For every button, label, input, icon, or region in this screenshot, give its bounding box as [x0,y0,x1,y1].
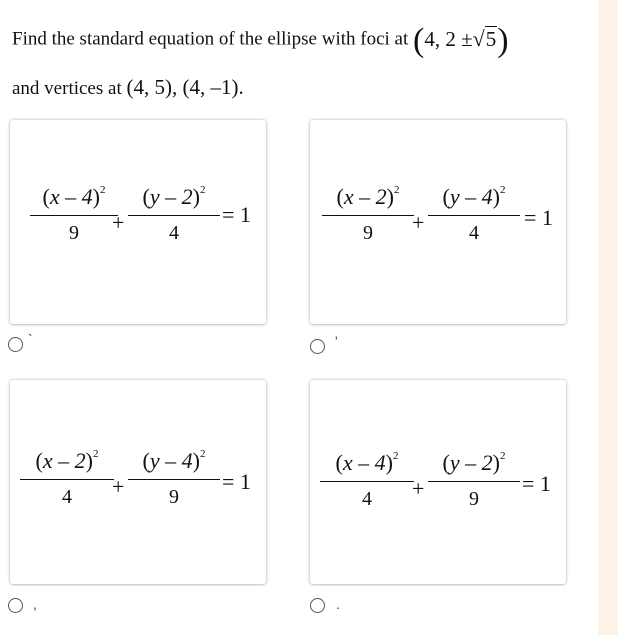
radio-mark-a: ` [28,331,33,347]
radio-option-c[interactable] [8,598,23,613]
side-strip [598,0,618,635]
plus-sign: + [112,210,125,235]
radio-mark-b: ' [335,333,338,349]
equals-one: = 1 [524,205,553,230]
radio-mark-c: , [33,596,37,612]
plus-sign: + [112,474,125,499]
vertices-expression: (4, 5), (4, –1). [126,75,244,99]
option-equation-b: (x – 2)$^2$ 9 + (y – 4)$^2$ 4 = 1 [310,120,566,324]
question-line-2 [12,72,244,104]
equals-one: = 1 [222,202,251,227]
sqrt-symbol: √5 [472,26,497,51]
option-equation-a: (x – 4)$^2$ 9 + (y – 2)$^2$ 4 = 1 [10,120,266,324]
equals-one: = 1 [522,471,551,496]
plus-sign: + [412,210,425,235]
vertices-prompt: and vertices at [12,78,122,99]
option-equation-d: (x – 4)$^2$ 4 + (y – 2)$^2$ 9 = 1 [310,380,566,584]
radio-option-a[interactable] [8,337,23,352]
numerator-term-1: x – 2 [42,448,86,473]
foci-prefix: 4, 2 ± [424,27,473,51]
numerator-term-2: y – 2 [449,450,493,475]
denominator-term-1: 4 [62,486,72,508]
radio-option-b[interactable] [310,339,325,354]
foci-radicand: 5 [485,27,497,51]
denominator-term-2: 9 [169,486,179,508]
denominator-term-2: 4 [169,222,179,244]
denominator-term-2: 9 [469,488,479,510]
denominator-term-1: 4 [362,488,372,510]
option-card-d[interactable] [310,380,566,584]
option-card-a[interactable] [10,120,266,324]
numerator-term-2: y – 4 [149,448,193,473]
denominator-term-1: 9 [69,222,79,244]
question-line-1 [12,22,509,60]
equals-one: = 1 [222,469,251,494]
option-card-b[interactable] [310,120,566,324]
denominator-term-1: 9 [363,222,373,244]
numerator-term-2: y – 2 [149,184,193,209]
numerator-term-1: x – 4 [342,450,386,475]
denominator-term-2: 4 [469,222,479,244]
numerator-term-2: y – 4 [449,184,493,209]
radio-mark-d: . [336,596,340,612]
numerator-term-1: x – 4 [49,184,93,209]
option-card-c[interactable] [10,380,266,584]
plus-sign: + [412,476,425,501]
question-prompt: Find the standard equation of the ellipse with foci at [12,28,409,50]
radio-option-d[interactable] [310,598,325,613]
numerator-term-1: x – 2 [343,184,387,209]
foci-expression: (4, 2 ±√5) [413,22,509,60]
option-equation-c: (x – 2)$^2$ 4 + (y – 4)$^2$ 9 = 1 [10,380,266,584]
